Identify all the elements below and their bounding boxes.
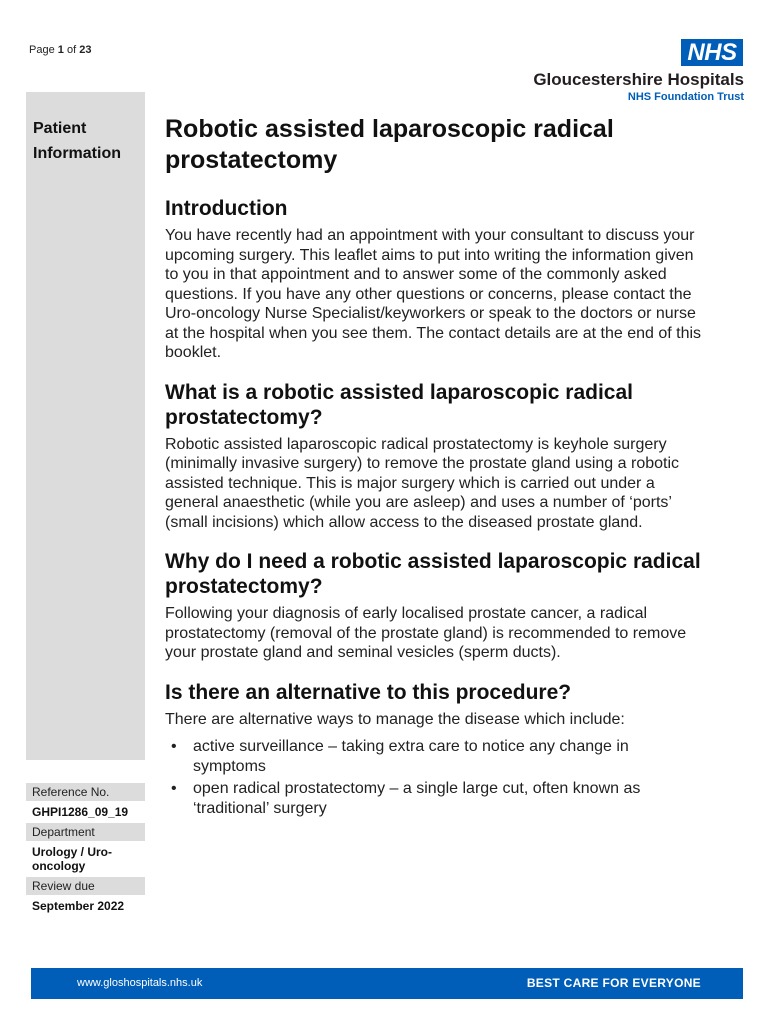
department-value: Urology / Uro-oncology bbox=[26, 841, 145, 877]
nhs-logo: NHS bbox=[681, 39, 743, 66]
section-body-introduction: You have recently had an appointment with your consultant to discuss your upcoming surgery. This leaflet aims to put into writing the information given to you in that appointment and to answer some of the commonly asked questions. If you have any other questions or concerns, please contact the Uro-oncology Nurse Specialist/keyworkers or speak to the doctors or nurse at the hospital when you see them. The contact details are at the end of this booklet. bbox=[165, 227, 702, 361]
reference-label: Reference No. bbox=[26, 783, 145, 801]
footer-bar bbox=[31, 968, 743, 999]
page-of: of bbox=[66, 44, 77, 56]
page-total: 23 bbox=[79, 44, 92, 56]
main-content bbox=[165, 114, 705, 821]
sidebar-label-line2: Information bbox=[33, 145, 121, 162]
sidebar-panel bbox=[26, 92, 145, 760]
page-number bbox=[29, 44, 91, 56]
document-metadata bbox=[26, 783, 145, 917]
org-name: Gloucestershire Hospitals bbox=[533, 70, 744, 89]
section-heading-alternative: Is there an alternative to this procedure? bbox=[165, 680, 572, 704]
list-item: • open radical prostatectomy – a single large cut, often known as ‘traditional’ surgery bbox=[165, 779, 705, 818]
section-heading-introduction: Introduction bbox=[165, 197, 288, 220]
reference-value: GHPI1286_09_19 bbox=[26, 801, 145, 823]
department-label: Department bbox=[26, 823, 145, 841]
review-value: September 2022 bbox=[26, 895, 145, 917]
list-item: • active surveillance – taking extra care to notice any change in symptoms bbox=[165, 737, 705, 776]
section-body-what-is: Robotic assisted laparoscopic radical prostatectomy is keyhole surgery (minimally invasive surgery) to remove the prostate gland using a robotic assisted technique. This is major surgery which is carried out under a general anaesthetic (while you are asleep) and uses a number of ‘ports’ (small incisions) which allow access to the diseased prostate gland. bbox=[165, 435, 680, 531]
page-prefix: Page bbox=[29, 44, 55, 56]
sidebar-label bbox=[33, 116, 143, 166]
alternatives-list bbox=[165, 737, 705, 818]
section-heading-why: Why do I need a robotic assisted laparoscopic radical prostatectomy? bbox=[165, 550, 701, 598]
section-body-why: Following your diagnosis of early localised prostate cancer, a radical prostatectomy (removal of the prostate gland) is recommended to remove your prostate gland and seminal vesicles (sperm ducts). bbox=[165, 605, 687, 661]
document-title: Robotic assisted laparoscopic radical prostatectomy bbox=[165, 115, 614, 174]
footer-tagline: BEST CARE FOR EVERYONE bbox=[526, 976, 701, 990]
page-current: 1 bbox=[57, 44, 64, 56]
footer-url[interactable]: www.gloshospitals.nhs.uk bbox=[77, 977, 203, 989]
sidebar-label-line1: Patient bbox=[33, 120, 87, 137]
review-label: Review due bbox=[26, 877, 145, 895]
section-body-alternative: There are alternative ways to manage the disease which include: bbox=[165, 710, 625, 728]
section-heading-what-is: What is a robotic assisted laparoscopic radical prostatectomy? bbox=[165, 380, 633, 429]
org-subtitle: NHS Foundation Trust bbox=[627, 91, 744, 103]
